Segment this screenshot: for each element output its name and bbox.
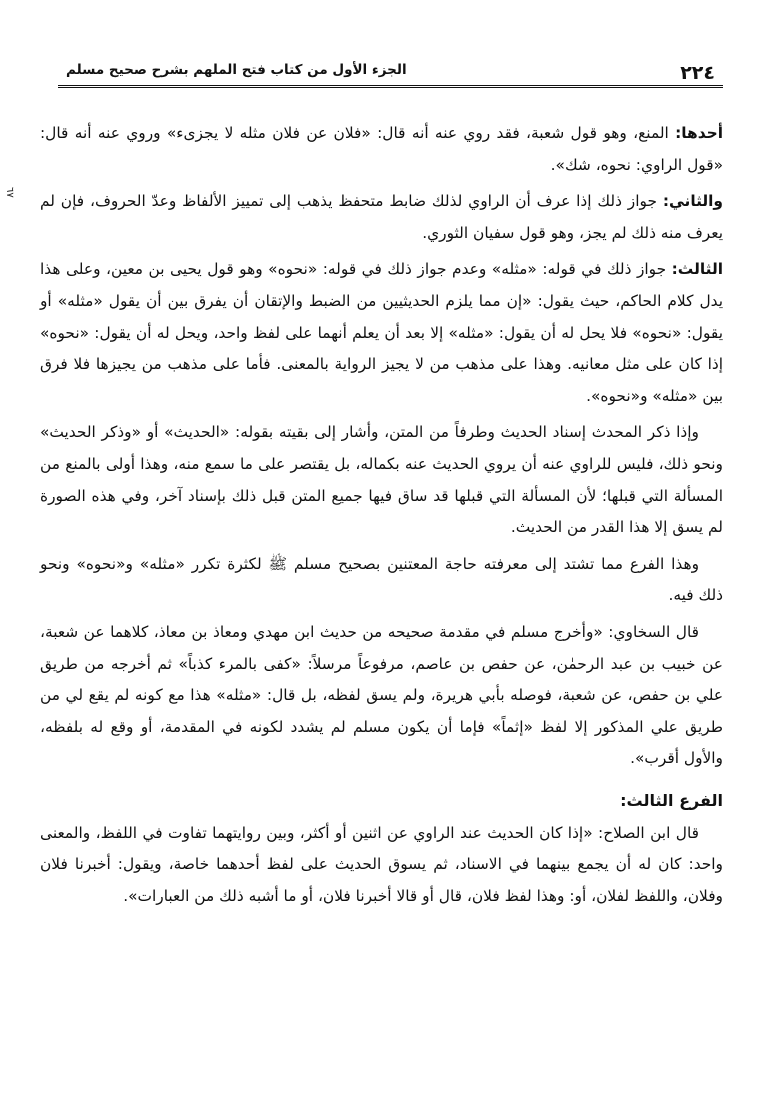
paragraph-1 [40,118,723,181]
paragraph-lead: والثاني: [662,192,723,211]
paragraph-7 [40,818,723,913]
paragraph-text: وإذا ذكر المحدث إسناد الحديث وطرفاً من المتن، وأشار إلى بقيته بقوله: «الحديث» أو «وذكر الحديث» ونحو ذلك، فليس للراوي عنه أن يروي الحديث عنه بكماله، بل يقتصر على ما سمع منه، وهذا أولى بالمنع من المسألة التي قبلها؛ لأن المسألة التي قبلها قد ساق فيها جميع المتن قبل ذلك بإسناد آخر، وفي هذه الصورة لم يسق إلا هذا القدر من الحديث. [40,423,723,537]
paragraph-5 [40,549,723,612]
paragraph-2 [40,186,723,249]
margin-mark: ٦٧ [4,187,15,198]
paragraph-text: جواز ذلك إذا عرف أن الراوي لذلك ضابط متحفظ يذهب إلى تمييز الألفاظ وعدّ الحروف، فإن لم يعرف منه ذلك لم يجز، وهو قول سفيان الثوري. [40,192,723,242]
section-heading: الفرع الثالث: [620,790,723,810]
paragraph-lead: الثالث: [671,260,723,279]
page-number: ٢٢٤ [680,62,715,84]
paragraph-lead: أحدها: [675,124,723,142]
paragraph-text: وهذا الفرع مما تشتد إلى معرفته حاجة المعتنين بصحيح مسلم ﷺ لكثرة تكرر «مثله» و«نحوه» ونحو ذلك فيه. [40,554,723,605]
paragraph-text: قال السخاوي: «وأخرج مسلم في مقدمة صحيحه من حديث ابن مهدي ومعاذ بن معاذ، كلاهما عن شعبة، عن خبيب بن عبد الرحمٰن، عن حفص بن عاصم، مرفوعاً مرسلاً: «كفى بالمرء كذباً» ثم أخرجه من طريق علي بن حفص، عن شعبة، فوصله بأبي هريرة، ولم يسق لفظه، بل قال: «مثله» هذا مع كونه لم يقع لي من طريق علي المذكور إلا لفظ «إثماً» فإما أن يكون مسلم لم يشدد لكونه في المقدمة، أو وقع له بلفظه، والأول أقرب». [40,622,723,768]
paragraph-text: جواز ذلك في قوله: «مثله» وعدم جواز ذلك في قوله: «نحوه» وهو قول يحيى بن معين، وعلى هذا يدل كلام الحاكم، حيث يقول: «إن مما يلزم الحديثيين من الضبط والإتقان أن يفرق بين أن يقول «مثله» أو يقول: «نحوه» فلا يحل له أن يقول: «مثله» إلا بعد أن يعلم أنهما على لفظ واحد، ويحل له أن يقول: «نحوه» إذا كان على مثل معانيه. وهذا على مذهب من لا يجيز الرواية بالمعنى. فأما على مذهب من يجيزها فلا فرق بين «مثله» و«نحوه». [40,260,723,405]
paragraph-text: المنع، وهو قول شعبة، فقد روي عنه أنه قال: «فلان عن فلان مثله لا يجزىء» وروي عنه أنه قال: «قول الراوي: نحوه، شك». [40,124,723,174]
paragraph-text: قال ابن الصلاح: «إذا كان الحديث عند الراوي عن اثنين أو أكثر، وبين روايتهما تفاوت في اللفظ، والمعنى واحد: كان له أن يجمع بينهما في الاسناد، ثم يسوق الحديث على لفظ أحدهما خاصة، ويقول: أخبرنا فلان وفلان، واللفظ لفلان، أو: وهذا لفظ فلان، قال أو قالا أخبرنا فلان، أو ما أشبه ذلك من العبارات». [40,823,723,906]
header-rule [58,85,723,88]
page-body [40,118,723,918]
paragraph-4 [40,417,723,543]
running-header [58,48,723,88]
running-title: الجزء الأول من كتاب فتح الملهم بشرح صحيح مسلم [66,62,407,78]
paragraph-6 [40,617,723,775]
paragraph-3 [40,254,723,412]
